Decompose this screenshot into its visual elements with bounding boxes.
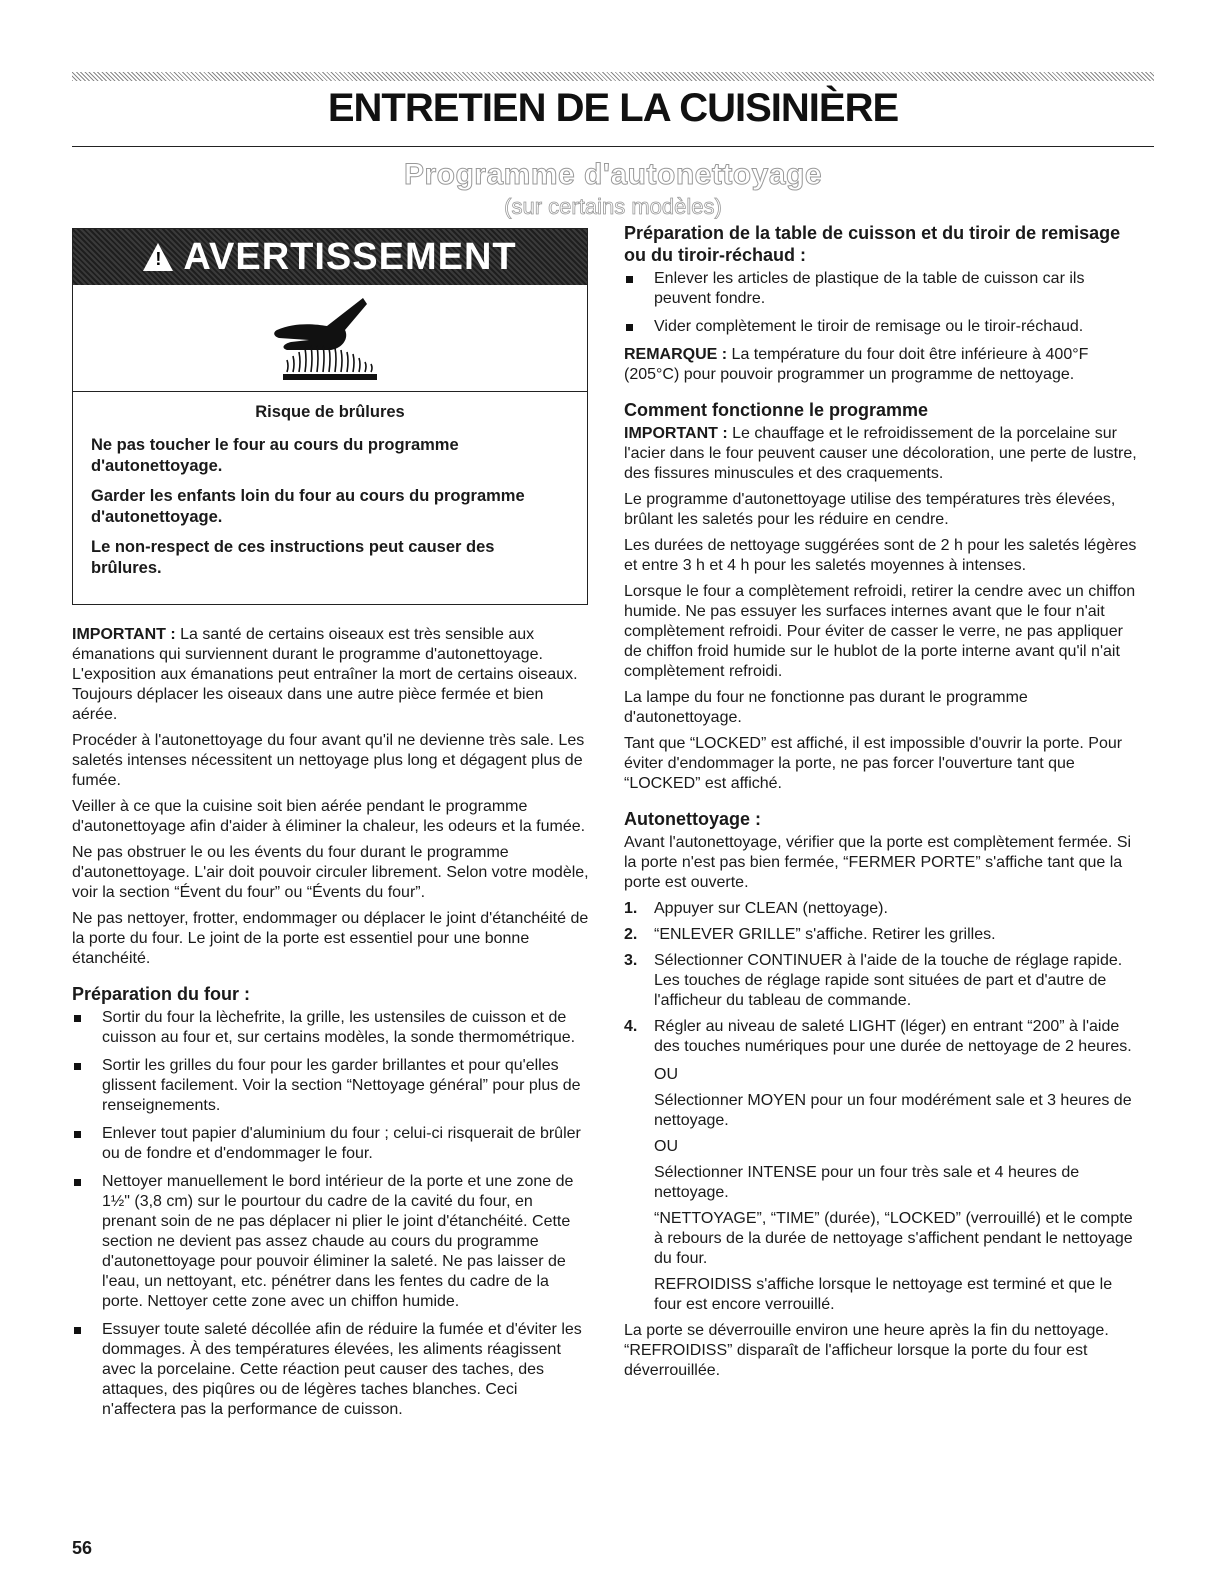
paragraph: Ne pas obstruer le ou les évents du four durant le programme d'autonettoyage. L'air doit pouvoir circuler librement. Selon votre modèle, voir la section “Évent du four” ou “Évents du four”. xyxy=(72,844,589,901)
step-number: 2. xyxy=(624,926,638,943)
warning-heading: AVERTISSEMENT xyxy=(183,236,517,278)
warning-box xyxy=(72,228,588,605)
self-clean-steps xyxy=(624,899,1144,1057)
important-label: IMPORTANT : xyxy=(624,425,728,442)
left-column xyxy=(72,228,590,1428)
warning-triangle-icon: ! xyxy=(143,243,173,271)
prep-oven-heading: Préparation du four : xyxy=(72,984,251,1004)
paragraph: Tant que “LOCKED” est affiché, il est impossible d'ouvrir la porte. Pour éviter d'endommager la porte, ne pas forcer l'ouverture tant que “LOCKED” est affiché. xyxy=(624,735,1123,792)
warning-line: Garder les enfants loin du four au cours du programme d'autonettoyage. xyxy=(91,487,525,526)
remarque-note xyxy=(624,345,1144,385)
refroidiss-note: REFROIDISS s'affiche lorsque le nettoyage est terminé et que le four est encore verrouillé. xyxy=(654,1276,1113,1313)
list-item: Sortir les grilles du four pour les garder brillantes et pour qu'elles glissent facilement. Voir la section “Nettoyage général” pour plus de renseignements. xyxy=(72,1056,590,1116)
intense-option: Sélectionner INTENSE pour un four très sale et 4 heures de nettoyage. xyxy=(654,1164,1080,1201)
remarque-text: La température du four doit être inférieure à 400°F (205°C) pour pouvoir programmer un programme de nettoyage. xyxy=(624,346,1089,383)
step-text: Sélectionner CONTINUER à l'aide de la touche de réglage rapide. Les touches de réglage rapide sont situées de part et d'autre de l'afficheur du tableau de commande. xyxy=(654,952,1123,1009)
step-item xyxy=(624,1017,1144,1057)
paragraph: Procéder à l'autonettoyage du four avant qu'il ne devienne très sale. Les saletés intenses nécessitent un nettoyage plus long et dégagent plus de fumée. xyxy=(72,732,585,789)
self-clean-heading: Autonettoyage : xyxy=(624,809,761,829)
page-number: 56 xyxy=(72,1538,93,1558)
step-text: Appuyer sur CLEAN (nettoyage). xyxy=(654,900,888,917)
warning-header xyxy=(73,229,587,285)
step-item xyxy=(624,899,1144,919)
right-column xyxy=(624,222,1144,1387)
top-decorative-band xyxy=(72,72,1154,81)
important-text: Le chauffage et le refroidissement de la porcelaine sur l'acier dans le four peuvent causer une décoloration, une perte de lustre, des fissures minuscules et des craquements. xyxy=(624,425,1137,482)
section-title: Programme d'autonettoyage xyxy=(403,158,823,191)
how-important-note xyxy=(624,424,1144,484)
important-label: IMPORTANT : xyxy=(72,626,176,643)
step-number: 1. xyxy=(624,900,638,917)
list-item: Vider complètement le tiroir de remisage ou le tiroir-réchaud. xyxy=(624,317,1144,337)
step-text: “ENLEVER GRILLE” s'affiche. Retirer les grilles. xyxy=(654,926,996,943)
list-item: Enlever tout papier d'aluminium du four ; celui-ci risquerait de brûler ou de fondre et d'endommager le four. xyxy=(72,1124,590,1164)
cooktop-prep-list xyxy=(624,269,1144,337)
title-rule xyxy=(72,146,1154,147)
step-number: 4. xyxy=(624,1018,638,1035)
cooktop-prep-heading: Préparation de la table de cuisson et du tiroir de remisage ou du tiroir-réchaud : xyxy=(624,223,1121,265)
section-subtitle: (sur certains modèles) xyxy=(504,194,722,219)
step-text: Régler au niveau de saleté LIGHT (léger) en entrant “200” à l'aide des touches numériques pour une durée de nettoyage de 2 heures. xyxy=(654,1018,1132,1055)
important-text: La santé de certains oiseaux est très sensible aux émanations qui surviennent durant le programme d'autonettoyage. L'exposition aux émanations peut entraîner la mort de certains oiseaux. Toujours déplacer les oiseaux dans une autre pièce fermée et bien aérée. xyxy=(72,626,578,723)
prep-oven-list xyxy=(72,1008,590,1420)
warning-risk: Risque de brûlures xyxy=(255,403,405,421)
paragraph: Le programme d'autonettoyage utilise des températures très élevées, brûlant les saletés pour les réduire en cendre. xyxy=(624,491,1116,528)
list-item: Nettoyer manuellement le bord intérieur de la porte et une zone de 1½" (3,8 cm) sur le pourtour du cadre de la cavité du four, en prenant soin de ne pas déplacer ni plier le joint d'étanchéité. Cette section ne devient pas assez chaude au cours du programme d'autonettoyage pour pouvoir éliminer la saleté. Ne pas laisser de l'eau, un nettoyant, etc. pénétrer dans les fentes du cadre de la porte. Nettoyer cette zone avec un chiffon humide. xyxy=(72,1172,590,1312)
step-item xyxy=(624,951,1144,1011)
warning-line: Ne pas toucher le four au cours du programme d'autonettoyage. xyxy=(91,436,459,475)
paragraph: Les durées de nettoyage suggérées sont de 2 h pour les saletés légères et entre 3 h et 4 h pour les saletés moyennes à intenses. xyxy=(624,537,1137,574)
hot-surface-hand-icon xyxy=(265,292,395,384)
or-separator: OU xyxy=(654,1066,678,1083)
page-title: ENTRETIEN DE LA CUISINIÈRE xyxy=(327,86,899,130)
how-it-works-heading: Comment fonctionne le programme xyxy=(624,400,929,420)
important-note xyxy=(72,625,590,725)
moyen-option: Sélectionner MOYEN pour un four modérément sale et 3 heures de nettoyage. xyxy=(654,1092,1132,1129)
list-item: Enlever les articles de plastique de la table de cuisson car ils peuvent fondre. xyxy=(624,269,1144,309)
paragraph: Veiller à ce que la cuisine soit bien aérée pendant le programme d'autonettoyage afin d'aider à éliminer la chaleur, les odeurs et la fumée. xyxy=(72,798,586,835)
remarque-label: REMARQUE : xyxy=(624,346,728,363)
list-item: Sortir du four la lèchefrite, la grille, les ustensiles de cuisson et de cuisson au four et, sur certains modèles, la sonde thermométrique. xyxy=(72,1008,590,1048)
display-note: “NETTOYAGE”, “TIME” (durée), “LOCKED” (verrouillé) et le compte à rebours de la durée de nettoyage s'affichent pendant le nettoyage du four. xyxy=(654,1210,1133,1267)
step-number: 3. xyxy=(624,952,638,969)
warning-body xyxy=(73,392,587,604)
closing-paragraph: La porte se déverrouille environ une heure après la fin du nettoyage. “REFROIDISS” disparaît de l'afficheur lorsque la porte du four est déverrouillée. xyxy=(624,1322,1109,1379)
warning-line: Le non-respect de ces instructions peut causer des brûlures. xyxy=(91,538,495,577)
paragraph: La lampe du four ne fonctionne pas durant le programme d'autonettoyage. xyxy=(624,689,1028,726)
list-item: Essuyer toute saleté décollée afin de réduire la fumée et d'éviter les dommages. À des températures élevées, les aliments réagissent avec la porcelaine. Cette réaction peut causer des taches, des attaques, des piqûres ou de légères taches blanches. Ceci n'affectera pas la performance de cuisson. xyxy=(72,1320,590,1420)
step-item xyxy=(624,925,1144,945)
or-separator: OU xyxy=(654,1138,678,1155)
paragraph: Ne pas nettoyer, frotter, endommager ou déplacer le joint d'étanchéité de la porte du four. Le joint de la porte est essentiel pour une bonne étanchéité. xyxy=(72,910,589,967)
paragraph: Lorsque le four a complètement refroidi, retirer la cendre avec un chiffon humide. Ne pas essuyer les surfaces internes avant que le four n'ait complètement refroidi. Pour éviter de casser le verre, ne pas appliquer de chiffon froid humide sur le hublot de la porte interne avant qu'il n'ait complètement refroidi. xyxy=(624,583,1136,680)
self-clean-intro: Avant l'autonettoyage, vérifier que la porte est complètement fermée. Si la porte n'est pas bien fermée, “FERMER PORTE” s'affiche tant que la porte est ouverte. xyxy=(624,834,1132,891)
warning-illustration xyxy=(73,285,587,392)
